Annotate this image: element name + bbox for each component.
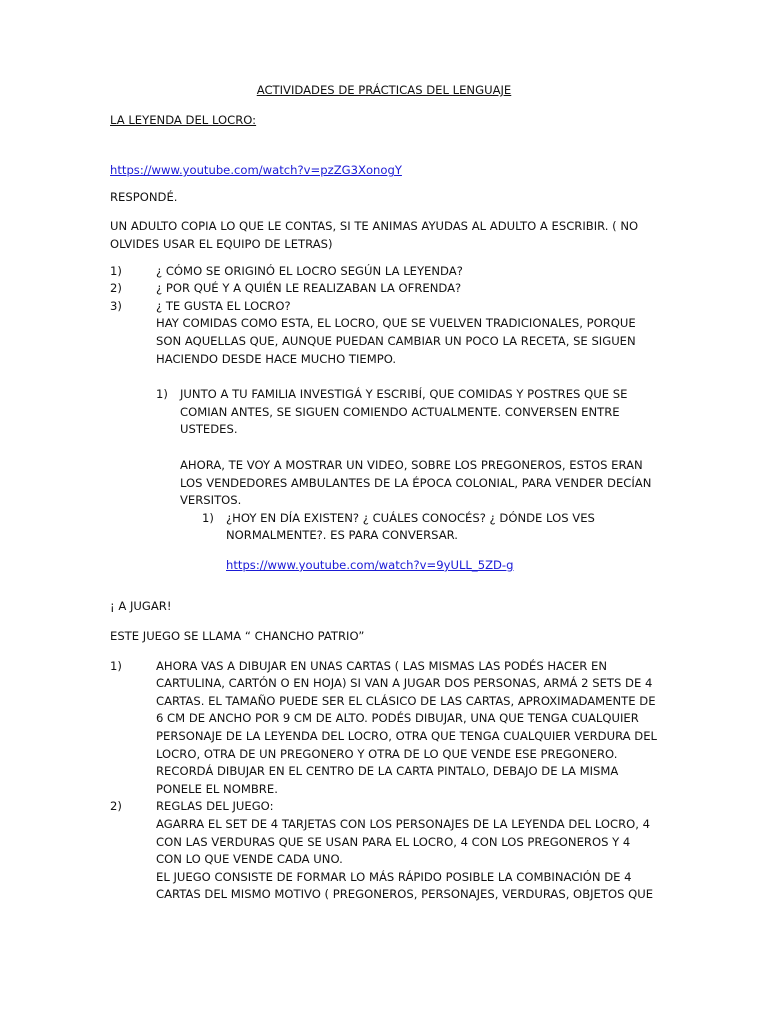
questions-list [110,263,658,316]
list-item [110,658,658,799]
respond-heading: RESPONDÉ. [110,189,178,204]
list-number: 1) [156,387,168,402]
list-item [110,298,658,316]
list-item [110,798,658,816]
video-link-pregoneros[interactable]: https://www.youtube.com/watch?v=9yULL_5ZD-g [226,557,514,572]
pregoneros-question [110,510,658,545]
list-text: AHORA VAS A DIBUJAR EN UNAS CARTAS ( LAS MISMAS LAS PODÉS HACER EN CARTULINA, CARTÓN O EN HOJA) SI VAN A JUGAR DOS PERSONAS, ARMÁ 2 SETS DE 4 CARTAS. EL TAMAÑO PUEDE SER EL CLÁSICO DE LAS CARTAS, APROXIMADAMENTE DE 6 CM DE ANCHO POR 9 CM DE ALTO. PODÉS DIBUJAR, UNA QUE TENGA CUALQUIER PERSONAJE DE LA LEYENDA DEL LOCRO, OTRA QUE TENGA CUALQUIER VERDURA DEL LOCRO, OTRA DE UN PREGONERO Y OTRA DE LO QUE VENDE ESE PREGONERO. RECORDÁ DIBUJAR EN EL CENTRO DE LA CARTA PINTALO, DEBAJO DE LA MISMA PONELE EL NOMBRE. [156,658,658,796]
list-item [156,386,658,439]
list-item [110,280,658,298]
list-number: 3) [110,298,122,313]
list-number: 1) [110,658,122,673]
pregoneros-paragraph: AHORA, TE VOY A MOSTRAR UN VIDEO, SOBRE LOS PREGONEROS, ESTOS ERAN LOS VENDEDORES AMBULANTES DE LA ÉPOCA COLONIAL, PARA VENDER DECÍAN VERSITOS. [180,457,652,508]
list-text: REGLAS DEL JUEGO: [156,799,274,814]
list-number: 2) [110,799,122,814]
list-text: ¿ CÓMO SE ORIGINÓ EL LOCRO SEGÚN LA LEYENDA? [156,263,463,278]
rules-paragraph-1: AGARRA EL SET DE 4 TARJETAS CON LOS PERSONAJES DE LA LEYENDA DEL LOCRO, 4 CON LAS VERDURAS QUE SE USAN PARA EL LOCRO, 4 CON LOS PREGONEROS Y 4 CON LO QUE VENDE CADA UNO. [156,817,651,867]
play-heading: ¡ A JUGAR! [110,599,172,614]
list-text: ¿HOY EN DÍA EXISTEN? ¿ CUÁLES CONOCÉS? ¿ DÓNDE LOS VES NORMALMENTE?. ES PARA CONVERSAR. [226,510,595,543]
document-title: ACTIVIDADES DE PRÁCTICAS DEL LENGUAJE [256,83,512,97]
list-number: 1) [110,263,122,278]
list-item [110,263,658,281]
list-text: JUNTO A TU FAMILIA INVESTIGÁ Y ESCRIBÍ, QUE COMIDAS Y POSTRES QUE SE COMIAN ANTES, SE SIGUEN COMIENDO ACTUALMENTE. CONVERSEN ENTRE USTEDES. [180,387,628,437]
game-list [110,658,658,816]
pregoneros-link-wrap [110,557,658,575]
list-text: ¿ TE GUSTA EL LOCRO? [156,298,291,313]
video-link-locro[interactable]: https://www.youtube.com/watch?v=pzZG3XonogY [110,163,402,178]
game-name: ESTE JUEGO SE LLAMA “ CHANCHO PATRIO” [110,629,365,644]
list-number: 2) [110,281,122,296]
rules-paragraph-2: EL JUEGO CONSISTE DE FORMAR LO MÁS RÁPIDO POSIBLE LA COMBINACIÓN DE 4 CARTAS DEL MISMO MOTIVO ( PREGONEROS, PERSONAJES, VERDURAS, OBJETOS QUE [156,869,654,902]
document-subtitle: LA LEYENDA DEL LOCRO: [110,112,257,127]
instructions-paragraph: UN ADULTO COPIA LO QUE LE CONTAS, SI TE ANIMAS AYUDAS AL ADULTO A ESCRIBIR. ( NO OLVIDES USAR EL EQUIPO DE LETRAS) [110,219,639,251]
family-list [110,386,658,439]
list-number: 1) [202,510,214,525]
list-text: ¿ POR QUÉ Y A QUIÉN LE REALIZABAN LA OFRENDA? [156,281,462,296]
traditional-paragraph: HAY COMIDAS COMO ESTA, EL LOCRO, QUE SE VUELVEN TRADICIONALES, PORQUE SON AQUELLAS QUE, AUNQUE PUEDAN CAMBIAR UN POCO LA RECETA, SE SIGUEN HACIENDO DESDE HACE MUCHO TIEMPO. [156,316,636,366]
document-page [110,82,658,904]
